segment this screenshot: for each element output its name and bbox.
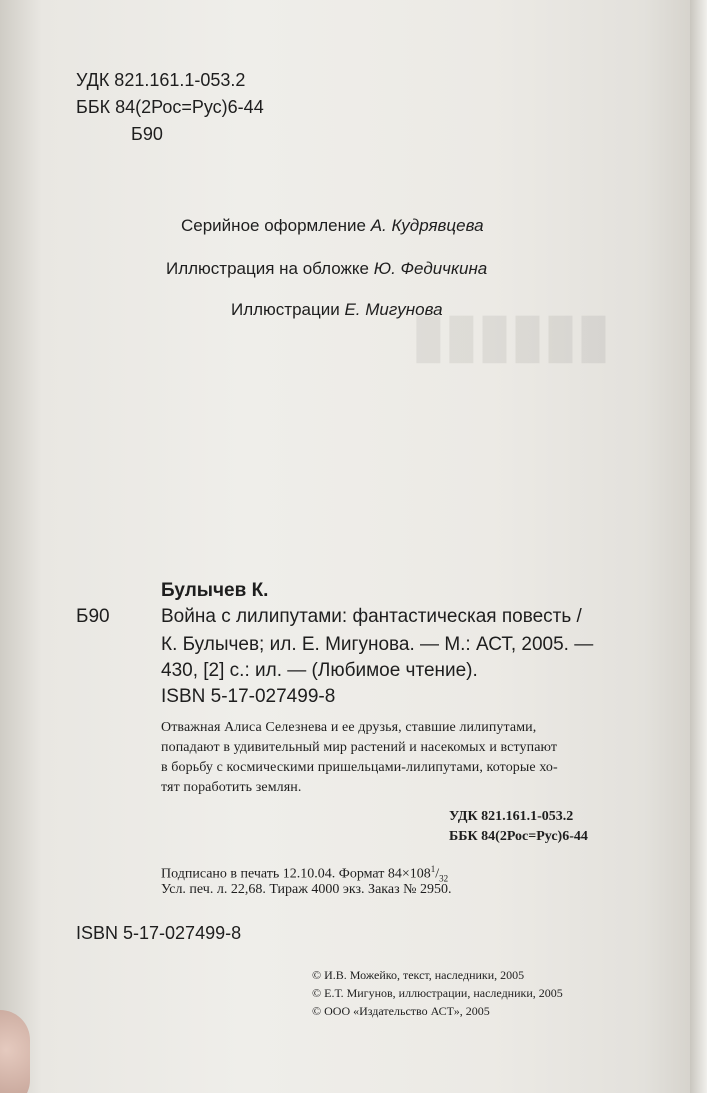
bbk-code: ББК 84(2Рос=Рус)6-44 (76, 97, 264, 117)
entry-title-line: Война с лилипутами: фантастическая повесть / (161, 606, 582, 627)
entry-publication-line: К. Булычев; ил. Е. Мигунова. — М.: АСТ, 2005. — (161, 634, 594, 655)
series-design-credit (181, 216, 484, 236)
format-fraction-den: 32 (439, 873, 449, 884)
index-bbk: ББК 84(2Рос=Рус)6-44 (449, 829, 588, 844)
entry-author: Булычев К. (161, 580, 269, 601)
print-signed-line: Подписано в печать 12.10.04. Формат $84\times 108^1/_{32}$ (161, 864, 449, 884)
print-format-text: Подписано в печать 12.10.04. Формат 84×108 (161, 866, 431, 882)
udk-code: УДК 821.161.1-053.2 (76, 70, 246, 90)
entry-isbn: ISBN 5-17-027499-8 (161, 686, 336, 707)
copyright-line: © Е.Т. Мигунов, иллюстрации, наследники, 2005 (312, 986, 563, 1000)
cover-illustration-label: Иллюстрация на обложке (166, 259, 374, 278)
format-fraction-num: 1 (430, 864, 436, 874)
illustrator-name: Е. Мигунова (344, 300, 443, 319)
illustrations-credit (231, 300, 443, 320)
bleed-through-shadow: ▮▮▮▮▮▮ (411, 301, 610, 368)
series-design-label: Серийное оформление (181, 216, 371, 235)
copyright-line: © ООО «Издательство АСТ», 2005 (312, 1004, 490, 1018)
annotation-line: тят поработить землян. (161, 780, 302, 795)
bottom-isbn: ISBN 5-17-027499-8 (76, 923, 242, 943)
annotation-line: попадают в удивительный мир растений и насекомых и вступают (161, 740, 558, 755)
illustrations-label: Иллюстрации (231, 300, 345, 319)
entry-pages-line: 430, [2] с.: ил. — (Любимое чтение). (161, 660, 478, 681)
cover-illustrator-name: Ю. Федичкина (373, 259, 488, 278)
thumb-shadow (0, 1010, 30, 1093)
author-mark: Б90 (131, 124, 163, 144)
page-edge (690, 0, 707, 1093)
print-run-line: Усл. печ. л. 22,68. Тираж 4000 экз. Заказ № 2950. (161, 882, 452, 897)
cover-illustration-credit (166, 259, 487, 279)
series-designer-name: А. Кудрявцева (370, 216, 484, 235)
entry-code: Б90 (76, 606, 110, 627)
copyright-line: © И.В. Можейко, текст, наследники, 2005 (312, 968, 525, 982)
index-udk: УДК 821.161.1-053.2 (449, 809, 574, 824)
annotation-line: в борьбу с космическими пришельцами-лилипутами, которые хо- (161, 760, 558, 775)
annotation-line: Отважная Алиса Селезнева и ее друзья, ставшие лилипутами, (161, 720, 537, 735)
